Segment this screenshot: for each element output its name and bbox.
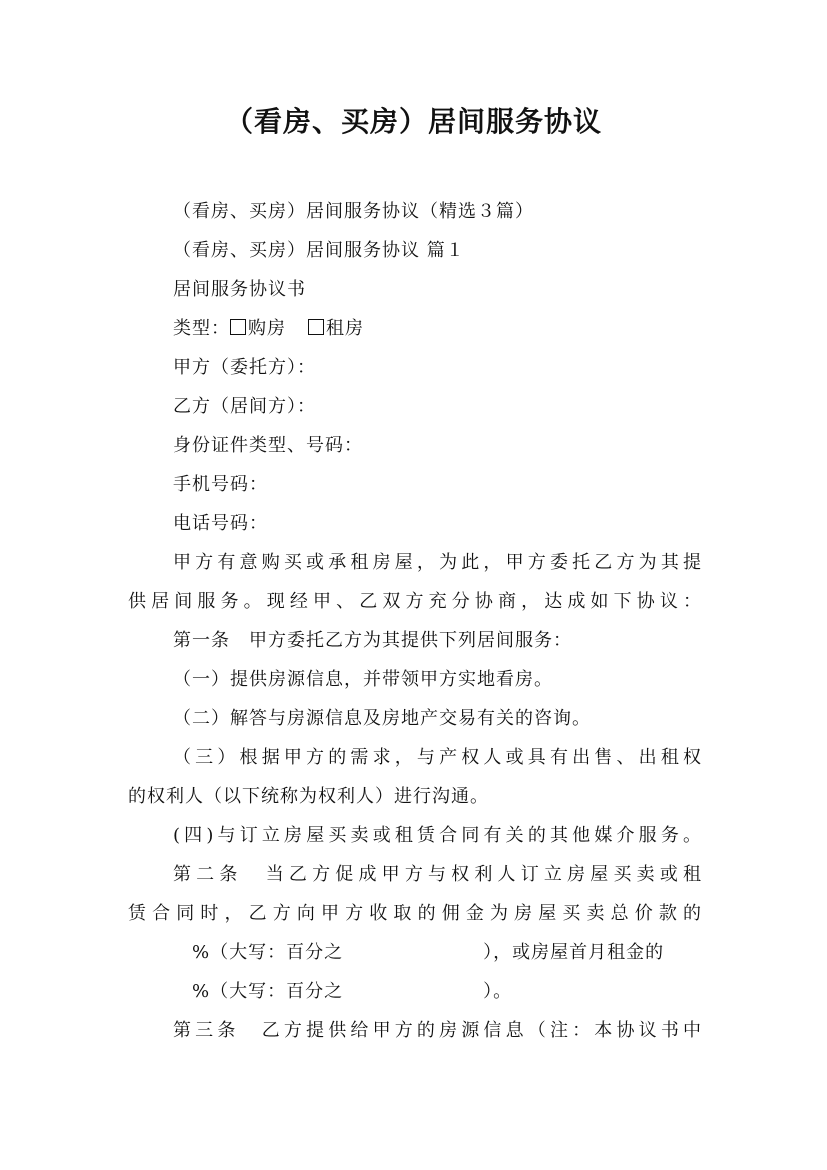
article-2-line — [173, 863, 701, 887]
item-2-line: （二）解答与房源信息及房地产交易有关的咨询。 — [173, 708, 591, 729]
paragraph-text: 的权利人（以下统称为权利人）进行沟通。 — [128, 786, 489, 807]
item-1-line: （一）提供房源信息，并带领甲方实地看房。 — [173, 669, 553, 690]
phone-line: 电话号码： — [173, 513, 268, 534]
purchase-checkbox[interactable] — [230, 319, 246, 335]
paragraph-text: （三）根据甲方的需求，与产权人或具有出售、出租权 — [173, 747, 701, 768]
commission-rent-line — [192, 980, 512, 1004]
article-1-line: 第一条 甲方委托乙方为其提供下列居间服务： — [173, 630, 572, 651]
paragraph-text: 赁合同时，乙方向甲方收取的佣金为房屋买卖总价款的 — [128, 903, 701, 924]
paragraph-line — [173, 551, 701, 575]
item-3-line-cont — [128, 785, 489, 809]
rent-option-label: 租房 — [326, 318, 364, 339]
paragraph-text: 第三条 乙方提供给甲方的房源信息（注：本协议书中 — [173, 1020, 701, 1041]
document-title: （看房、买房）居间服务协议 — [224, 105, 602, 138]
item-3-line — [173, 746, 701, 770]
rent-checkbox[interactable] — [308, 319, 324, 335]
purchase-option-label: 购房 — [248, 318, 286, 339]
percent-label: %（大写：百分之 — [192, 981, 344, 1002]
party-b-line: 乙方（居间方）： — [173, 396, 316, 417]
commission-sale-line — [192, 941, 664, 965]
section-heading: （看房、买房）居间服务协议 篇１ — [173, 240, 465, 261]
party-a-line: 甲方（委托方）： — [173, 357, 316, 378]
mobile-line: 手机号码： — [173, 474, 268, 495]
type-label: 类型： — [173, 318, 230, 339]
paragraph-text: 第二条 当乙方促成甲方与权利人订立房屋买卖或租 — [173, 864, 701, 885]
id-line: 身份证件类型、号码： — [173, 435, 363, 456]
paragraph-text: 供居间服务。现经甲、乙双方充分协商，达成如下协议： — [128, 591, 701, 612]
type-line — [173, 317, 364, 341]
paragraph-text: (四)与订立房屋买卖或租赁合同有关的其他媒介服务。 — [173, 825, 701, 846]
doc-name-line: 居间服务协议书 — [173, 279, 306, 300]
article-3-line — [173, 1019, 701, 1043]
percent-label: %（大写：百分之 — [192, 942, 344, 963]
paragraph-text: 甲方有意购买或承租房屋，为此，甲方委托乙方为其提 — [173, 552, 701, 573]
article-2-line-cont — [128, 902, 701, 926]
percent-tail: ），或房屋首月租金的 — [483, 942, 665, 963]
percent-tail: ）。 — [483, 981, 513, 1002]
item-4-line — [173, 824, 701, 848]
subtitle-line: （看房、买房）居间服务协议（精选３篇） — [173, 201, 534, 222]
paragraph-line — [128, 590, 701, 614]
